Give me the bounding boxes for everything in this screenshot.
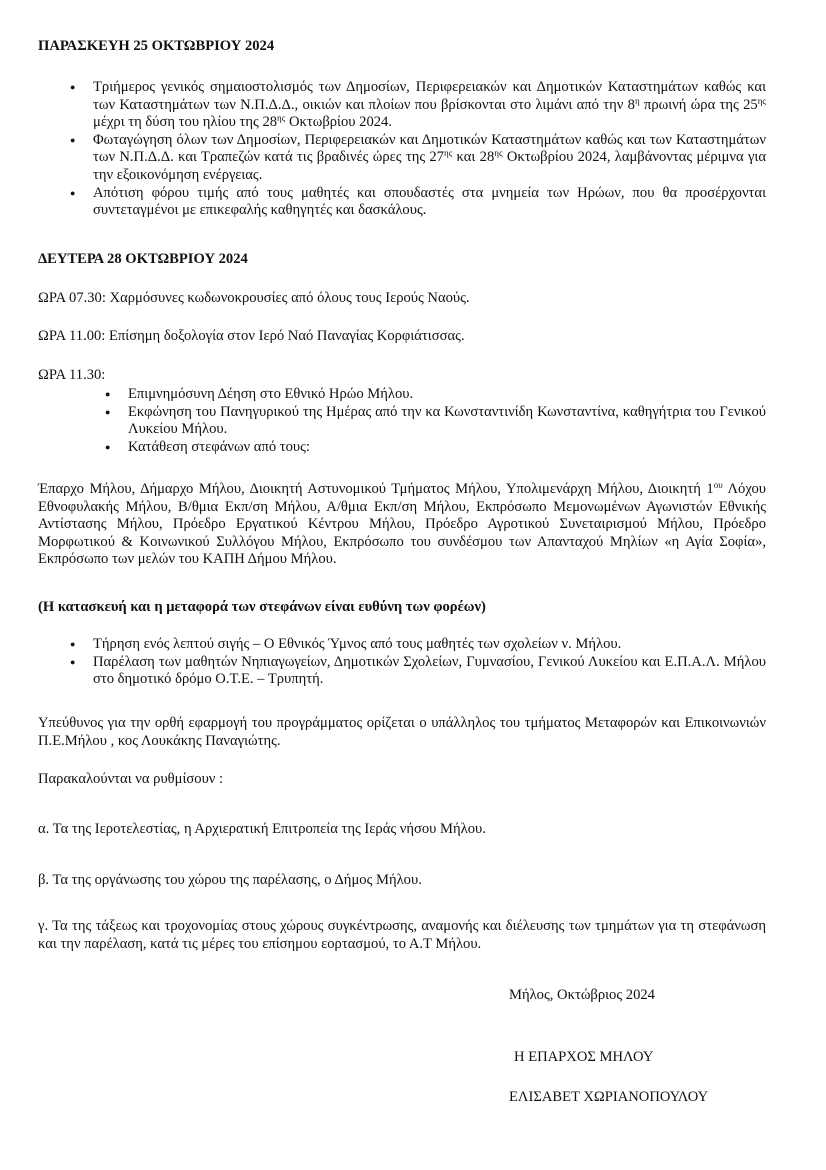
responsible-paragraph: Υπεύθυνος για την ορθή εφαρμογή του προγράμματος ορίζεται ο υπάλληλος του τμήματος Μεταφορών και Επικοινωνιών Π.Ε.Μήλου , κος Λουκάκης Παναγιώτης. — [38, 715, 766, 749]
list-item-parade: ● Παρέλαση των μαθητών Νηπιαγωγείων, Δημοτικών Σχολείων, Γυμνασίου, Γενικού Λυκείου και Ε.Π.Α.Λ. Μήλου στο δημοτικό δρόμο Ο.Τ.Ε. – Τρυπητή. — [93, 654, 766, 689]
request-b: β. Τα της οργάνωσης του χώρου της παρέλασης, ο Δήμος Μήλου. — [38, 872, 422, 888]
doxology-line: ΩΡΑ 11.00: Επίσημη δοξολογία στον Ιερό Ναό Παναγίας Κορφιάτισσας. — [38, 328, 465, 344]
bells-line: ΩΡΑ 07.30: Χαρμόσυνες κωδωνοκρουσίες από όλους τους Ιερούς Ναούς. — [38, 290, 470, 306]
signatory-name: ΕΛΙΣΑΒΕΤ ΧΩΡΙΑΝΟΠΟΥΛΟΥ — [509, 1089, 709, 1105]
list-item-wreaths: ● Κατάθεση στεφάνων από τους: — [128, 439, 766, 457]
time-1130: ΩΡΑ 11.30: — [38, 367, 106, 383]
ceremony-list — [128, 386, 766, 456]
requests-intro: Παρακαλούνται να ρυθμίσουν : — [38, 771, 224, 787]
list-item-tribute: ● Απότιση φόρου τιμής από τους μαθητές και σπουδαστές στα μνημεία των Ηρώων, που θα προσέρχονται συντεταγμένοι με επικεφαλής καθηγητές και δασκάλους. — [93, 185, 766, 220]
closing-list — [93, 636, 766, 689]
list-item-memorial: ● Επιμνημόσυνη Δέηση στο Εθνικό Ηρώο Μήλου. — [128, 386, 766, 404]
wreath-list: Έπαρχο Μήλου, Δήμαρχο Μήλου, Διοικητή Αστυνομικού Τμήματος Μήλου, Υπολιμενάρχη Μήλου, Διοικητή $1^{o\upsilon}$ Λόχου Εθνοφυλακής Μήλου, Β/θμια Εκπ/ση Μήλου, Α/θμια Εκπ/ση Μήλου, Εκπρόσωπο Μεμονωμένων Αγωνιστών Εθνικής Αντίστασης Μήλου, Πρόεδρο Εργατικού Κέντρου Μήλου, Πρόεδρο Αγροτικού Συνεταιρισμού Μήλου, Πρόεδρο Μορφωτικού & Κοινωνικού Συλλόγου Μήλου, Εκπρόσωπο του συνδέσμου των Απανταχού Μηλίων «η Αγία Σοφία», Εκπρόσωπο των μελών του ΚΑΠΗ Δήμου Μήλου. — [38, 480, 766, 568]
friday-heading: ΠΑΡΑΣΚΕΥΗ 25 ΟΚΤΩΒΡΙΟΥ 2024 — [38, 38, 275, 54]
list-item-silence: ● Τήρηση ενός λεπτού σιγής – Ο Εθνικός Ύμνος από τους μαθητές των σχολείων ν. Μήλου. — [93, 636, 766, 654]
request-a: α. Τα της Ιεροτελεστίας, η Αρχιερατική Επιτροπεία της Ιεράς νήσου Μήλου. — [38, 821, 486, 837]
list-item-speech: ● Εκφώνηση του Πανηγυρικού της Ημέρας από την κα Κωνσταντινίδη Κωνσταντίνα, καθηγήτρια του Γενικού Λυκείου Μήλου. — [128, 404, 766, 439]
list-item-flags: ● Τριήμερος γενικός σημαιοστολισμός των Δημοσίων, Περιφερειακών και Δημοτικών Καταστημάτων καθώς και των Καταστημάτων των Ν.Π.Δ.Δ., οικιών και πλοίων που βρίσκονται στο λιμάνι από την $8^\eta$ πρωινή ώρα της $25^{\eta\varsigma}$ μέχρι τη δύση του ηλίου της $28^{\eta\varsigma}$ Οκτωβρίου 2024. — [93, 79, 766, 132]
list-item-lighting: ● Φωταγώγηση όλων των Δημοσίων, Περιφερειακών και Δημοτικών Καταστημάτων καθώς και των Καταστημάτων των Ν.Π.Δ.Δ. και Τραπεζών κατά τις βραδινές ώρες της $27^{\eta\varsigma}$ και $28^{\eta\varsigma}$ Οκτωβρίου 2024, λαμβάνοντας μέριμνα για την εξοικονόμηση ενέργειας. — [93, 132, 766, 185]
wreath-note: (Η κατασκευή και η μεταφορά των στεφάνων είναι ευθύνη των φορέων) — [38, 599, 486, 615]
monday-heading: ΔΕΥΤΕΡΑ 28 ΟΚΤΩΒΡΙΟΥ 2024 — [38, 251, 248, 267]
friday-list — [93, 79, 766, 220]
place-date: Μήλος, Οκτώβριος 2024 — [509, 987, 655, 1003]
signatory-title: Η ΕΠΑΡΧΟΣ ΜΗΛΟΥ — [514, 1049, 654, 1065]
request-c: γ. Τα της τάξεως και τροχονομίας στους χώρους συγκέντρωσης, αναμονής και διέλευσης των τμημάτων για τη στεφάνωση και την παρέλαση, κατά τις μέρες του επίσημου εορτασμού, το Α.Τ Μήλου. — [38, 918, 766, 952]
